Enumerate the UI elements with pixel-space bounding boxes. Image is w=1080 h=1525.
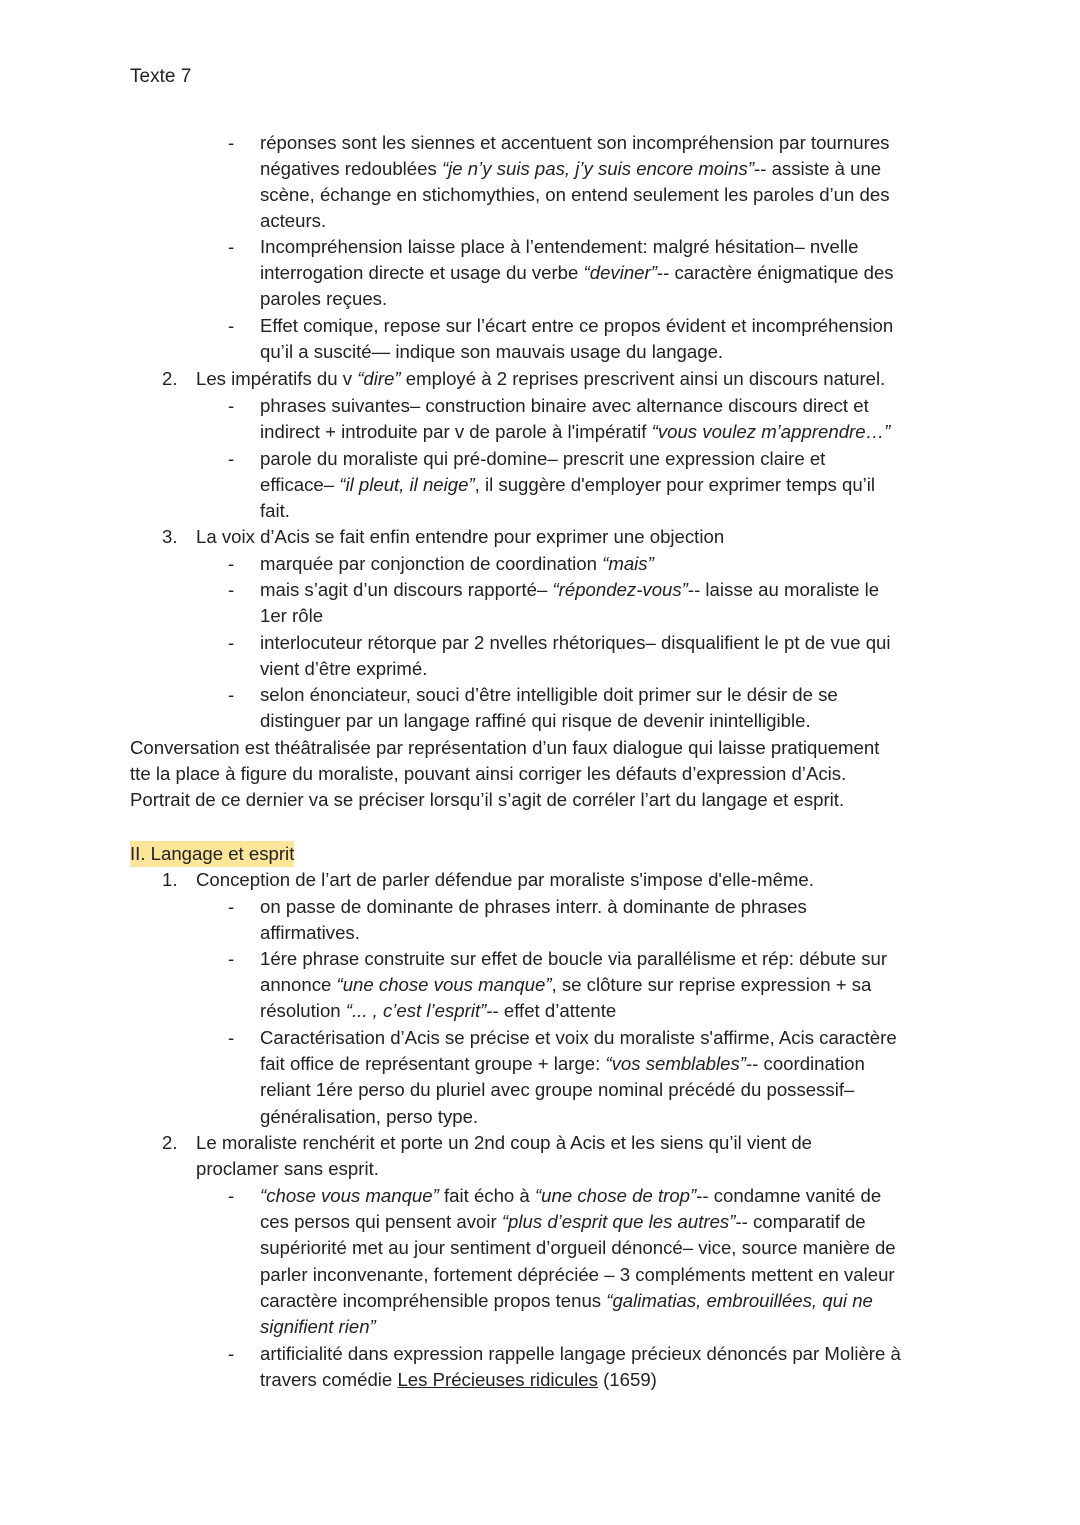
text-line: Le moraliste renchérit et porte un 2nd coup à Acis et les siens qu’il vient de [196,1132,813,1153]
text-line: Effet comique, repose sur l’écart entre ce propos évident et incompréhension [260,315,894,336]
text-line: fait office de représentant groupe + large: “vos semblables”-- coordination [260,1053,865,1074]
text-line: réponses sont les siennes et accentuent son incompréhension par tournures [260,132,890,153]
text-line: supériorité met au jour sentiment d’orgueil dénoncé– vice, source manière de [260,1237,896,1258]
text-line: ces persos qui pensent avoir “plus d’esprit que les autres”-- comparatif de [260,1211,866,1232]
text-line: caractère incompréhensible propos tenus “galimatias, embrouillées, qui ne [260,1290,873,1311]
paragraph-line: Portrait de ce dernier va se préciser lorsqu’il s’agit de corréler l’art du langage et esprit. [130,789,845,810]
text-line: Les impératifs du v “dire” employé à 2 reprises prescrivent ainsi un discours naturel. [196,368,886,389]
text-line: mais s’agit d’un discours rapporté– “répondez-vous”-- laisse au moraliste le [260,579,880,600]
text-line: résolution “... , c’est l’esprit”-- effet d’attente [260,1000,617,1021]
bullet-dash: - [228,448,235,469]
text-line: qu’il a suscité— indique son mauvais usage du langage. [260,341,724,362]
text-line: annonce “une chose vous manque”, se clôture sur reprise expression + sa [260,974,872,995]
text-line: efficace– “il pleut, il neige”, il suggère d'employer pour exprimer temps qu’il [260,474,876,495]
bullet-dash: - [228,553,235,574]
list-number: 3. [162,526,178,547]
text-line: Incompréhension laisse place à l’entendement: malgré hésitation– nvelle [260,236,859,257]
paragraph-line: tte la place à figure du moraliste, pouvant ainsi corriger les défauts d’expression d’Acis. [130,763,847,784]
text-line: fait. [260,500,290,521]
text-line: distinguer par un langage raffiné qui risque de devenir inintelligible. [260,710,811,731]
list-number: 1. [162,869,178,890]
text-line: 1er rôle [260,605,324,626]
bullet-dash: - [228,632,235,653]
text-line: travers comédie Les Précieuses ridicules (1659) [260,1369,657,1390]
bullet-dash: - [228,132,235,153]
text-line: interlocuteur rétorque par 2 nvelles rhétoriques– disqualifient le pt de vue qui [260,632,891,653]
section-title: II. Langage et esprit [130,841,294,867]
text-line: artificialité dans expression rappelle langage précieux dénoncés par Molière à [260,1343,901,1364]
text-line: vient d’être exprimé. [260,658,428,679]
text-line: parole du moraliste qui pré-domine– prescrit une expression claire et [260,448,826,469]
text-line: scène, échange en stichomythies, on entend seulement les paroles d’un des [260,184,890,205]
bullet-dash: - [228,1343,235,1364]
text-line: indirect + introduite par v de parole à l'impératif “vous voulez m’apprendre…” [260,421,891,442]
list-number: 2. [162,1132,178,1153]
bullet-dash: - [228,948,235,969]
text-line: signifient rien” [260,1316,376,1337]
bullet-dash: - [228,579,235,600]
paragraph-line: Conversation est théâtralisée par représentation d’un faux dialogue qui laisse pratiquement [130,737,880,758]
page-header: Texte 7 [130,66,192,87]
book-title: Les Précieuses ridicules [397,1369,598,1390]
bullet-dash: - [228,395,235,416]
text-line: Conception de l’art de parler défendue par moraliste s'impose d'elle-même. [196,869,814,890]
text-line: phrases suivantes– construction binaire avec alternance discours direct et [260,395,869,416]
text-line: acteurs. [260,210,327,231]
text-line: selon énonciateur, souci d’être intelligible doit primer sur le désir de se [260,684,838,705]
text-line: “chose vous manque” fait écho à “une chose de trop”-- condamne vanité de [260,1185,882,1206]
text-line: négatives redoublées “je n’y suis pas, j’y suis encore moins”-- assiste à une [260,158,882,179]
bullet-dash: - [228,315,235,336]
text-line: affirmatives. [260,922,360,943]
text-line: paroles reçues. [260,288,388,309]
text-line: marquée par conjonction de coordination “mais” [260,553,654,574]
bullet-dash: - [228,236,235,257]
bullet-dash: - [228,684,235,705]
text-line: La voix d’Acis se fait enfin entendre pour exprimer une objection [196,526,725,547]
text-line: on passe de dominante de phrases interr. à dominante de phrases [260,896,807,917]
bullet-dash: - [228,1185,235,1206]
text-line: parler inconvenante, fortement dépréciée – 3 compléments mettent en valeur [260,1264,895,1285]
text-line: interrogation directe et usage du verbe “deviner”-- caractère énigmatique des [260,262,894,283]
bullet-dash: - [228,896,235,917]
text-line: Caractérisation d’Acis se précise et voix du moraliste s'affirme, Acis caractère [260,1027,897,1048]
text-line: 1ére phrase construite sur effet de boucle via parallélisme et rép: débute sur [260,948,888,969]
bullet-dash: - [228,1027,235,1048]
text-line: généralisation, perso type. [260,1106,479,1127]
text-line: reliant 1ére perso du pluriel avec groupe nominal précédé du possessif– [260,1079,855,1100]
text-line: proclamer sans esprit. [196,1158,379,1179]
list-number: 2. [162,368,178,389]
